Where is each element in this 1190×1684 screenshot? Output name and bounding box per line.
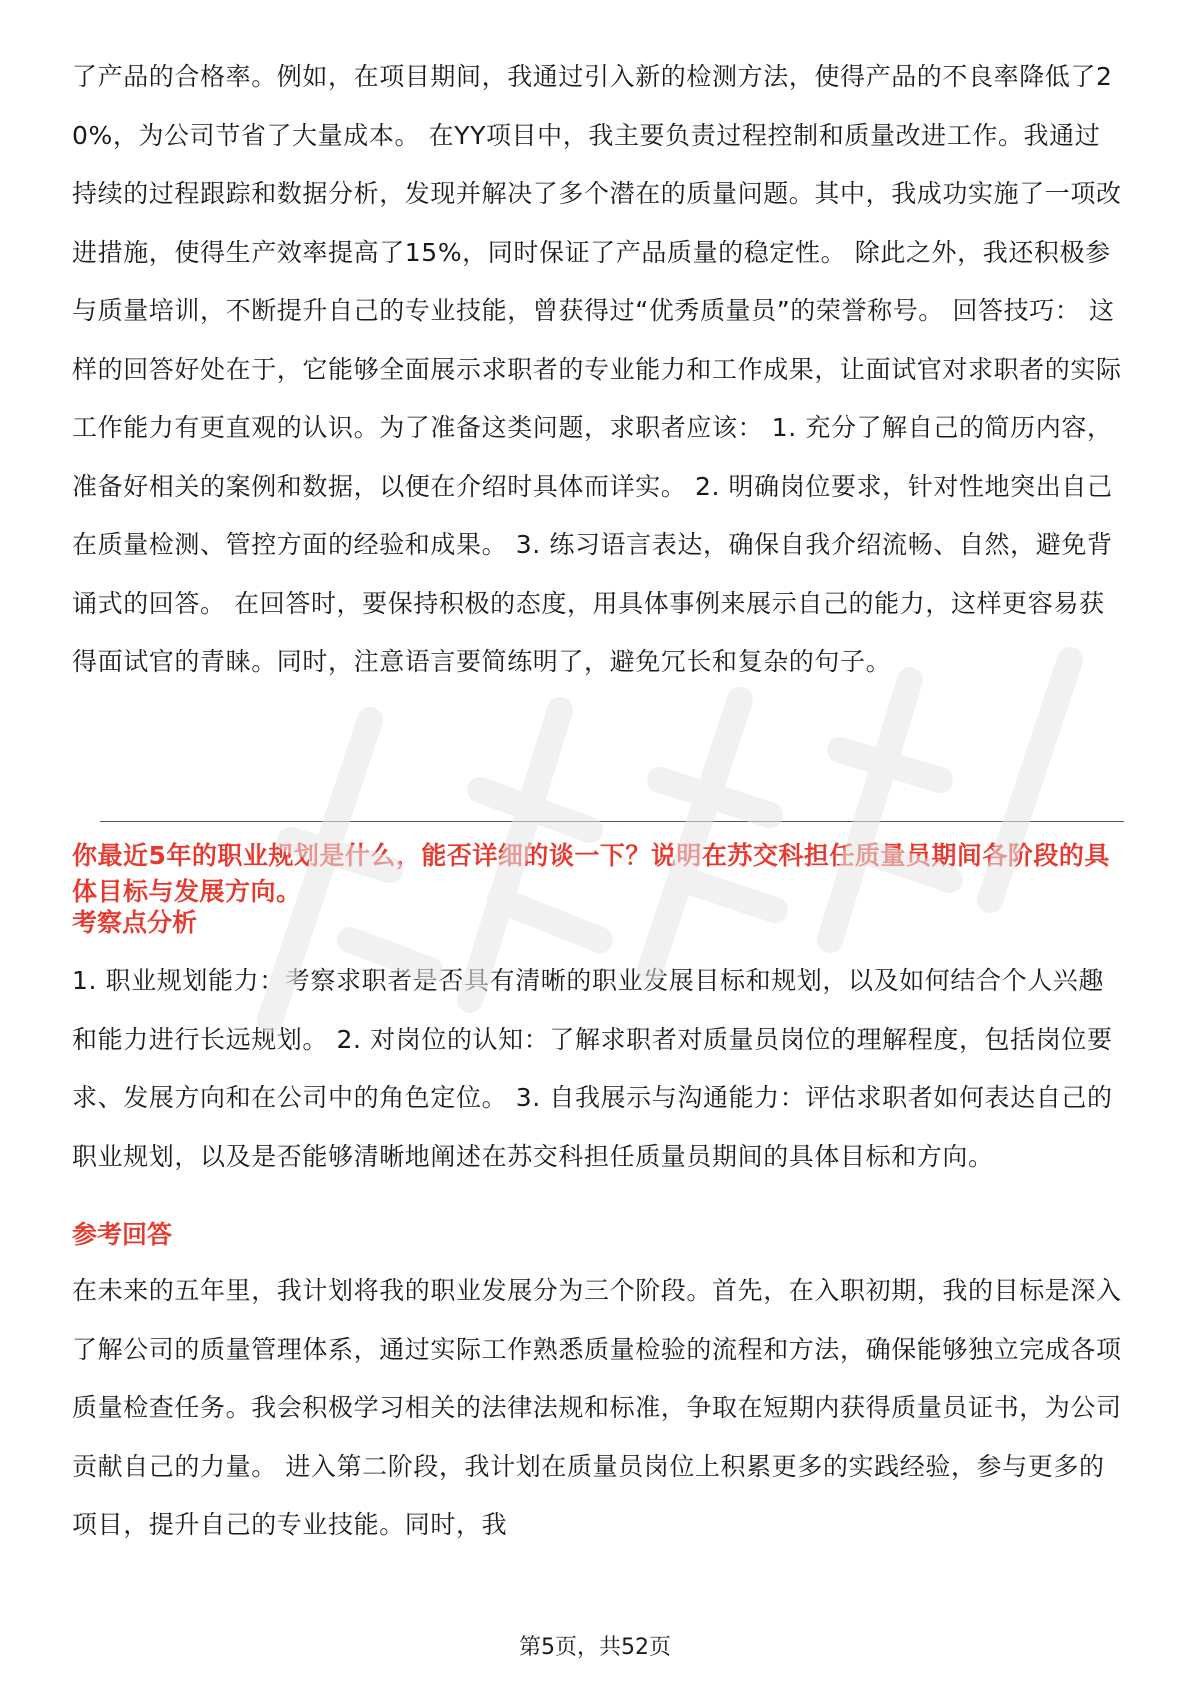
page-body [72,48,1122,692]
answer-heading: 参考回答 [72,1220,173,1249]
question-heading: 你最近5年的职业规划是什么，能否详细的谈一下？说明在苏交科担任质量员期间各阶段的具体目标与发展方向。 [72,841,1110,906]
analysis-heading: 考察点分析 [72,908,198,937]
top-paragraph: 了产品的合格率。例如，在项目期间，我通过引入新的检测方法，使得产品的不良率降低了20%，为公司节省了大量成本。 在YY项目中，我主要负责过程控制和质量改进工作。我通过持续的过程跟踪和数据分析，发现并解决了多个潜在的质量问题。其中，我成功实施了一项改进措施，使得生产效率提高了15%，同时保证了产品质量的稳定性。 除此之外，我还积极参与质量培训，不断提升自己的专业技能，曾获得过“优秀质量员”的荣誉称号。 回答技巧： 这样的回答好处在于，它能够全面展示求职者的专业能力和工作成果，让面试官对求职者的实际工作能力有更直观的认识。为了准备这类问题，求职者应该： 1. 充分了解自己的简历内容，准备好相关的案例和数据，以便在介绍时具体而详实。 2. 明确岗位要求，针对性地突出自己在质量检测、管控方面的经验和成果。 3. 练习语言表达，确保自我介绍流畅、自然，避免背诵式的回答。 在回答时，要保持积极的态度，用具体事例来展示自己的能力，这样更容易获得面试官的青睐。同时，注意语言要简练明了，避免冗长和复杂的句子。 [72,62,1122,676]
answer-section [72,1262,1124,1555]
page-footer: 第5页，共52页 [519,1635,671,1660]
answer-text: 在未来的五年里，我计划将我的职业发展分为三个阶段。首先，在入职初期，我的目标是深入了解公司的质量管理体系，通过实际工作熟悉质量检验的流程和方法，确保能够独立完成各项质量检查任务。我会积极学习相关的法律法规和标准，争取在短期内获得质量员证书，为公司贡献自己的力量。 进入第二阶段，我计划在质量员岗位上积累更多的实践经验，参与更多的项目，提升自己的专业技能。同时，我 [72,1276,1122,1539]
analysis-section [72,952,1124,1186]
section-divider [100,821,1124,822]
analysis-text: 1. 职业规划能力：考察求职者是否具有清晰的职业发展目标和规划，以及如何结合个人兴趣和能力进行长远规划。 2. 对岗位的认知：了解求职者对质量员岗位的理解程度，包括岗位要求、发展方向和在公司中的角色定位。 3. 自我展示与沟通能力：评估求职者如何表达自己的职业规划，以及是否能够清晰地阐述在苏交科担任质量员期间的具体目标和方向。 [72,966,1113,1171]
